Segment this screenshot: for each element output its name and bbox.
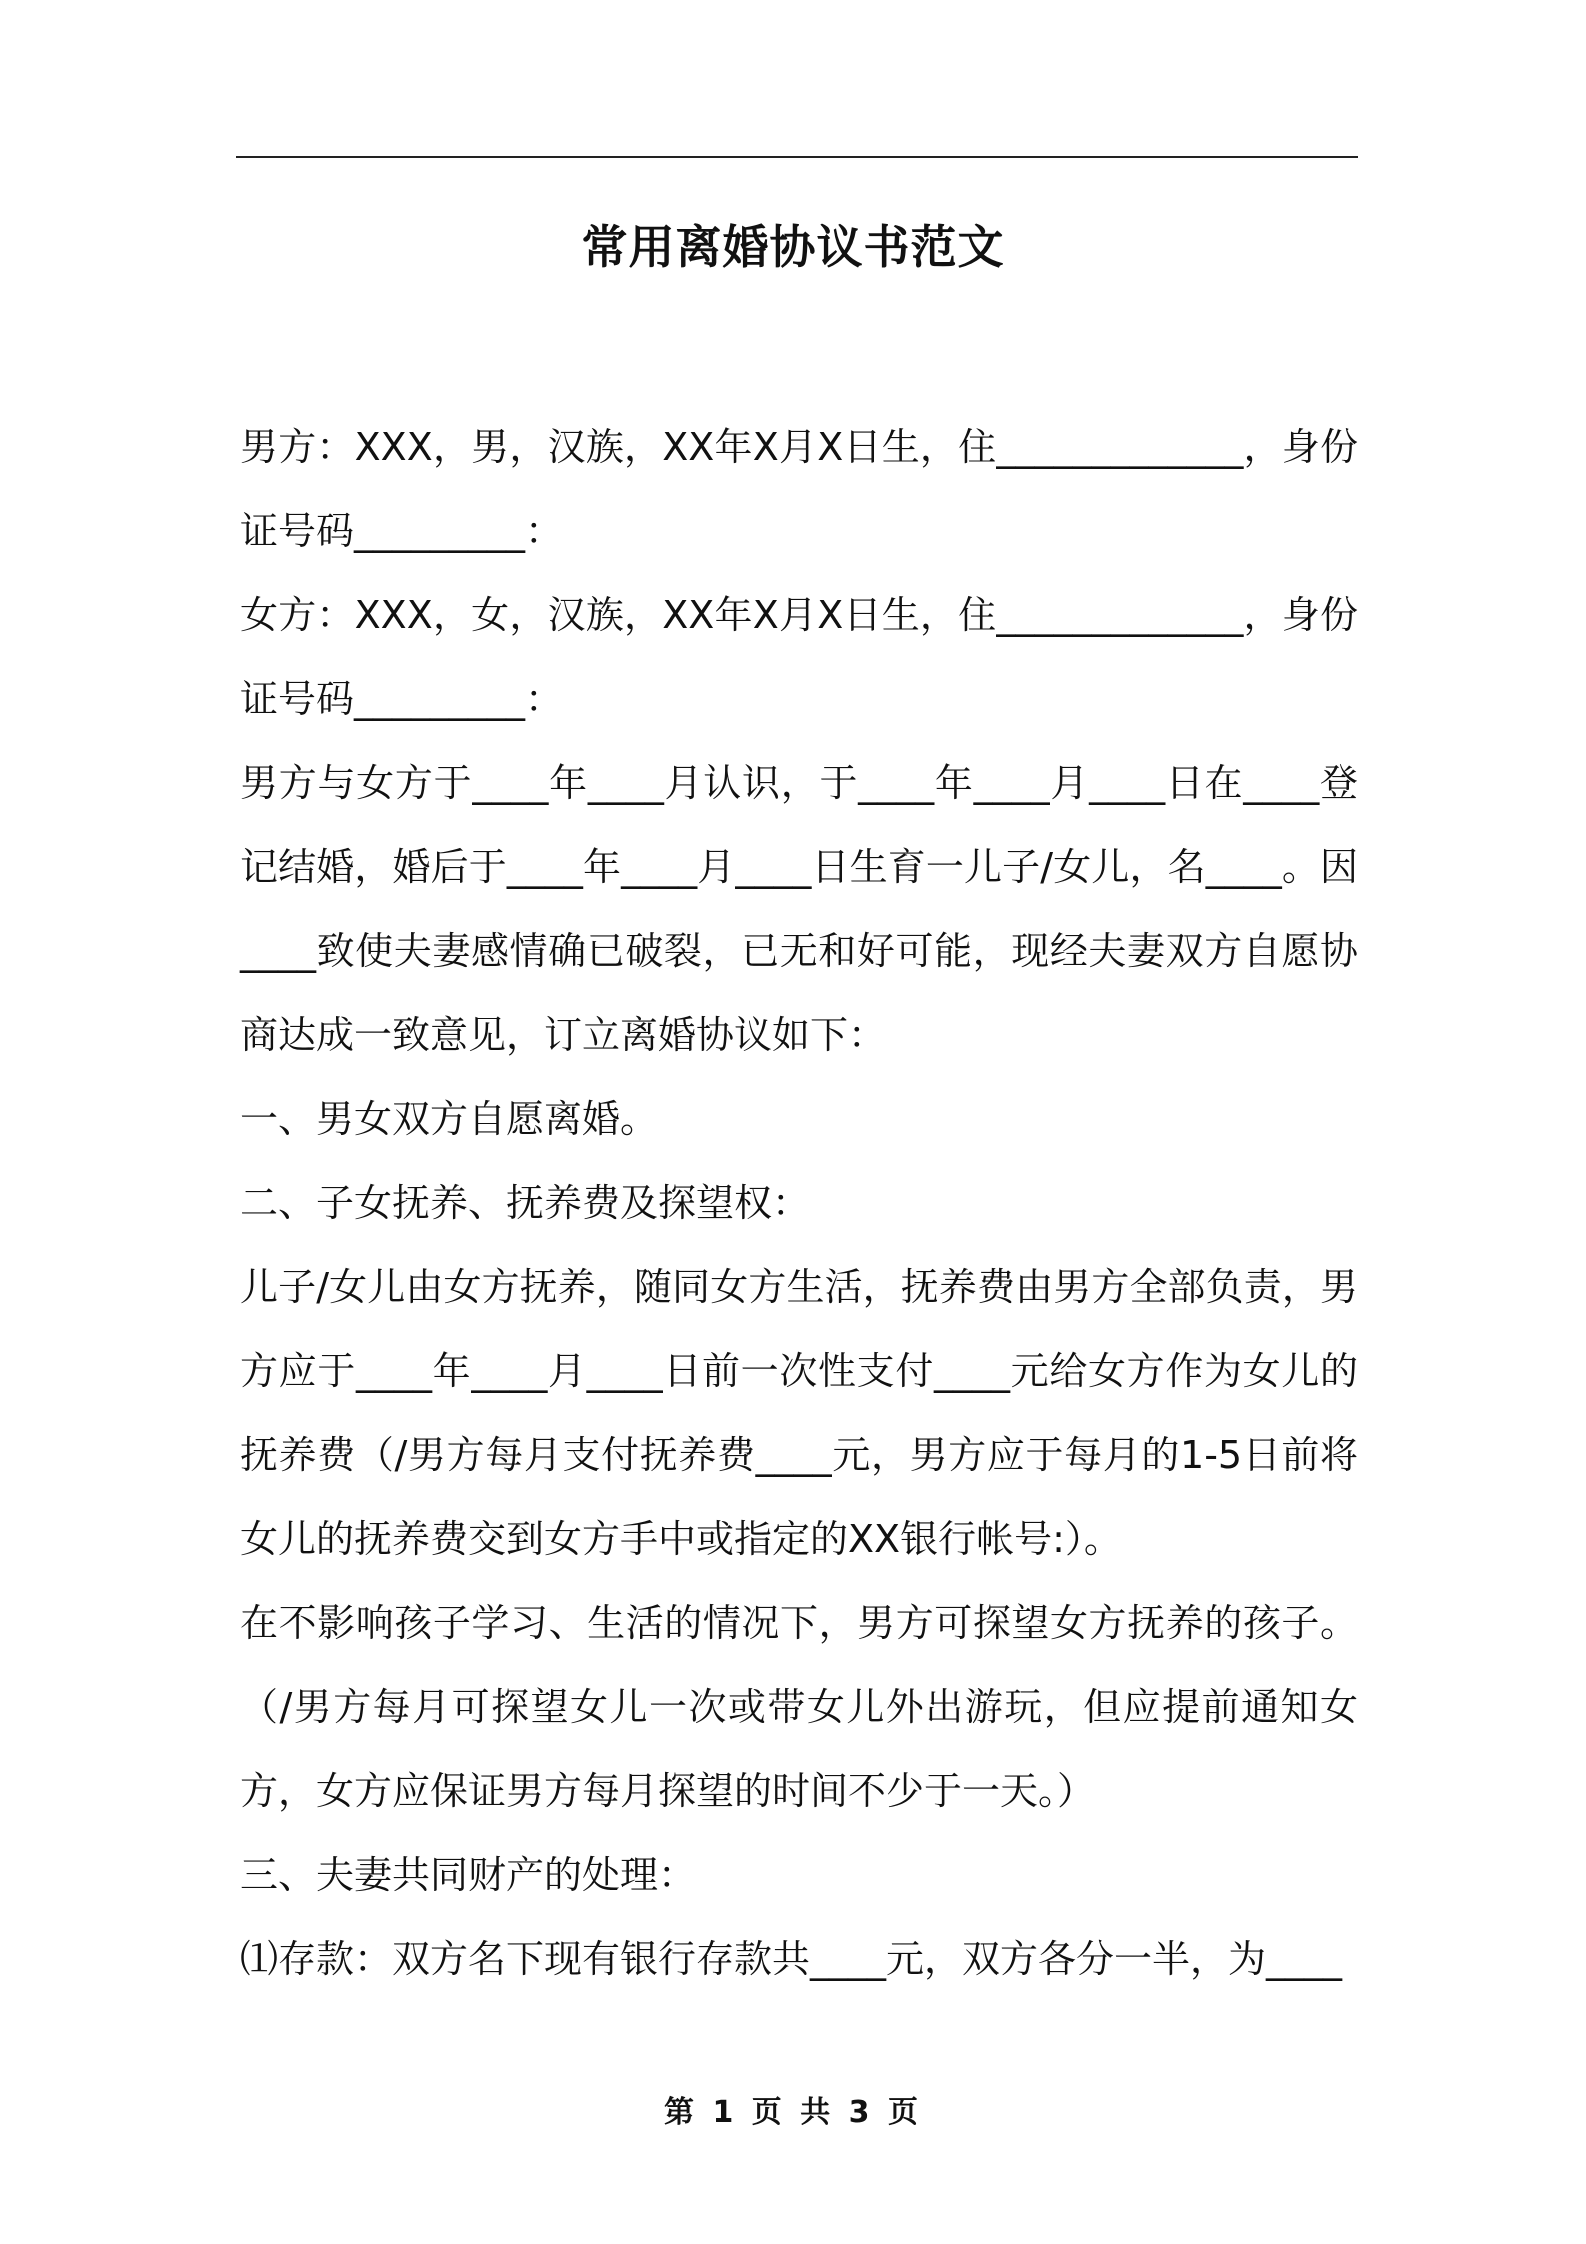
page-number: 第 1 页 共 3 页 — [664, 2095, 922, 2130]
clause-1-divorce: 一、男女双方自愿离婚。 — [240, 1097, 659, 1141]
document-title: 常用离婚协议书范文 — [581, 220, 1005, 274]
clause-3-heading: 三、夫妻共同财产的处理： — [240, 1853, 697, 1897]
document-body — [240, 405, 1358, 2001]
paragraph-female-party: 女方：XXX，女，汉族，XX年X月X日生，住_____________，身份证号码_________： — [240, 593, 1358, 721]
paragraph-male-party: 男方：XXX，男，汉族，XX年X月X日生，住_____________，身份证号码_________： — [240, 425, 1358, 553]
paragraph-child-support: 儿子/女儿由女方抚养，随同女方生活，抚养费由男方全部负责，男方应于____年____月____日前一次性支付____元给女方作为女儿的抚养费（/男方每月支付抚养费____元，男方应于每月的1-5日前将女儿的抚养费交到女方手中或指定的XX银行帐号:）。 — [240, 1265, 1358, 1561]
header-rule — [236, 156, 1358, 158]
paragraph-deposits: ⑴存款：双方名下现有银行存款共____元，双方各分一半，为____ — [240, 1937, 1343, 1981]
paragraph-marriage-background: 男方与女方于____年____月认识，于____年____月____日在____登记结婚，婚后于____年____月____日生育一儿子/女儿，名____。因____致使夫妻感情确已破裂，已无和好可能，现经夫妻双方自愿协商达成一致意见，订立离婚协议如下： — [240, 761, 1358, 1057]
clause-2-heading: 二、子女抚养、抚养费及探望权： — [240, 1181, 811, 1225]
paragraph-visitation: 在不影响孩子学习、生活的情况下，男方可探望女方抚养的孩子。（/男方每月可探望女儿一次或带女儿外出游玩，但应提前通知女方，女方应保证男方每月探望的时间不少于一天。） — [240, 1601, 1358, 1813]
